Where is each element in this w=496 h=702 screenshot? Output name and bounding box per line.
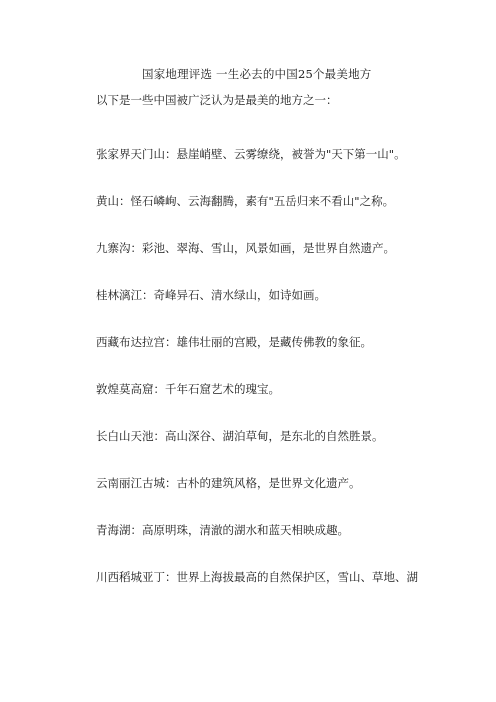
list-item: 桂林漓江：奇峰异石、清水绿山，如诗如画。 [96,288,326,302]
intro-text: 以下是一些中国被广泛认为是最美的地方之一： [96,93,338,107]
list-item: 敦煌莫高窟：千年石窟艺术的瑰宝。 [96,382,280,396]
list-item: 张家界天门山：悬崖峭壁、云雾缭绕，被誉为"天下第一山"。 [96,147,406,161]
list-item: 西藏布达拉宫：雄伟壮丽的宫殿，是藏传佛教的象征。 [96,335,372,349]
list-item: 长白山天池：高山深谷、湖泊草甸，是东北的自然胜景。 [96,429,384,443]
list-item: 黄山：怪石嶙峋、云海翻腾，素有"五岳归来不看山"之称。 [96,194,395,208]
list-item: 云南丽江古城：古朴的建筑风格，是世界文化遗产。 [96,476,361,490]
list-item: 九寨沟：彩池、翠海、雪山，风景如画，是世界自然遗产。 [96,241,395,255]
document-title: 国家地理评选 一生必去的中国25个最美地方 [142,67,372,81]
list-item: 青海湖：高原明珠，清澈的湖水和蓝天相映成趣。 [96,523,349,537]
list-item: 川西稻城亚丁：世界上海拔最高的自然保护区，雪山、草地、湖 [96,570,418,584]
